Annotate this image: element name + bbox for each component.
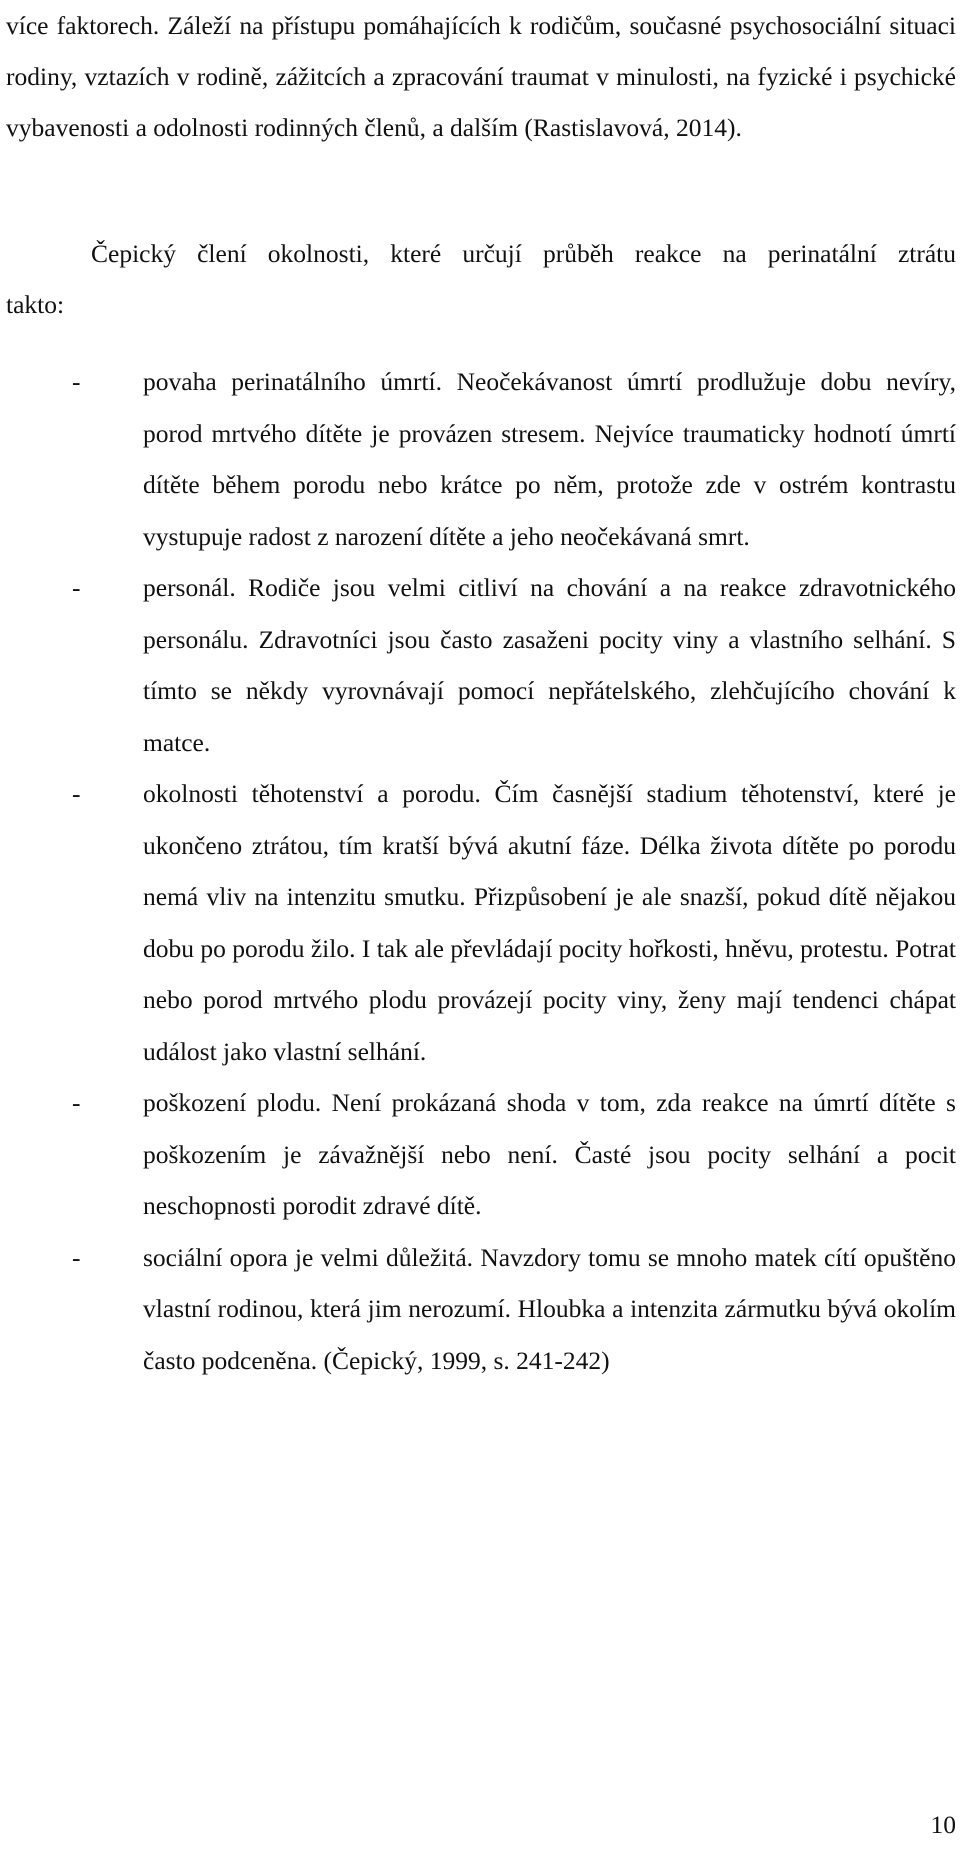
intro-paragraph: více faktorech. Záleží na přístupu pomáhajících k rodičům, současné psychosociální situaci rodiny, vztazích v rodině, zážitcích a zpracování traumat v minulosti, na fyzické i psychické vybavenosti a odolnosti rodinných členů, a dalším (Rastislavová, 2014). [6,11,956,142]
list-dash: - [72,779,81,808]
list-item-text: poškození plodu. Není prokázaná shoda v tom, zda reakce na úmrtí dítěte s poškozením je závažnější nebo není. Časté jsou pocity selhání a pocit neschopnosti porodit zdravé dítě. [143,1088,956,1220]
list-dash: - [72,1088,81,1117]
list-item-text: okolnosti těhotenství a porodu. Čím časnější stadium těhotenství, které je ukončeno ztrátou, tím kratší bývá akutní fáze. Délka života dítěte po porodu nemá vliv na intenzitu smutku. Přizpůsobení je ale snazší, pokud dítě nějakou dobu po porodu žilo. I tak ale převládají pocity hořkosti, hněvu, protestu. Potrat nebo porod mrtvého plodu provázejí pocity viny, ženy mají tendenci chápat událost jako vlastní selhání. [143,779,956,1066]
list-item-text: povaha perinatálního úmrtí. Neočekávanost úmrtí prodlužuje dobu nevíry, porod mrtvého dítěte je provázen stresem. Nejvíce traumaticky hodnotí úmrtí dítěte během porodu nebo krátce po něm, protože zde v ostrém kontrastu vystupuje radost z narození dítěte a jeho neočekávaná smrt. [143,367,956,551]
list-dash: - [72,367,81,396]
list-item-text: sociální opora je velmi důležitá. Navzdory tomu se mnoho matek cítí opuštěno vlastní rodinou, která jim nerozumí. Hloubka a intenzita zármutku bývá okolím často podceněna. (Čepický, 1999, s. 241-242) [143,1242,956,1375]
list-item [0,562,960,768]
lead-sentence: Čepický člení okolnosti, které určují průběh reakce na perinatální ztrátu [91,239,956,268]
list-item [0,1077,960,1232]
list-dash: - [72,1242,81,1272]
list-item-text: personál. Rodiče jsou velmi citliví na chování a na reakce zdravotnického personálu. Zdravotníci jsou často zasaženi pocity viny a vlastního selhání. S tímto se někdy vyrovnávají pomocí nepřátelského, zlehčujícího chování k matce. [143,573,956,757]
lead-sentence-continuation: takto: [6,290,65,319]
list-item [0,1232,960,1387]
page-number: 10 [930,1810,956,1839]
circumstances-list [0,356,960,1386]
list-dash: - [72,573,81,602]
list-item [0,356,960,562]
list-item [0,768,960,1077]
